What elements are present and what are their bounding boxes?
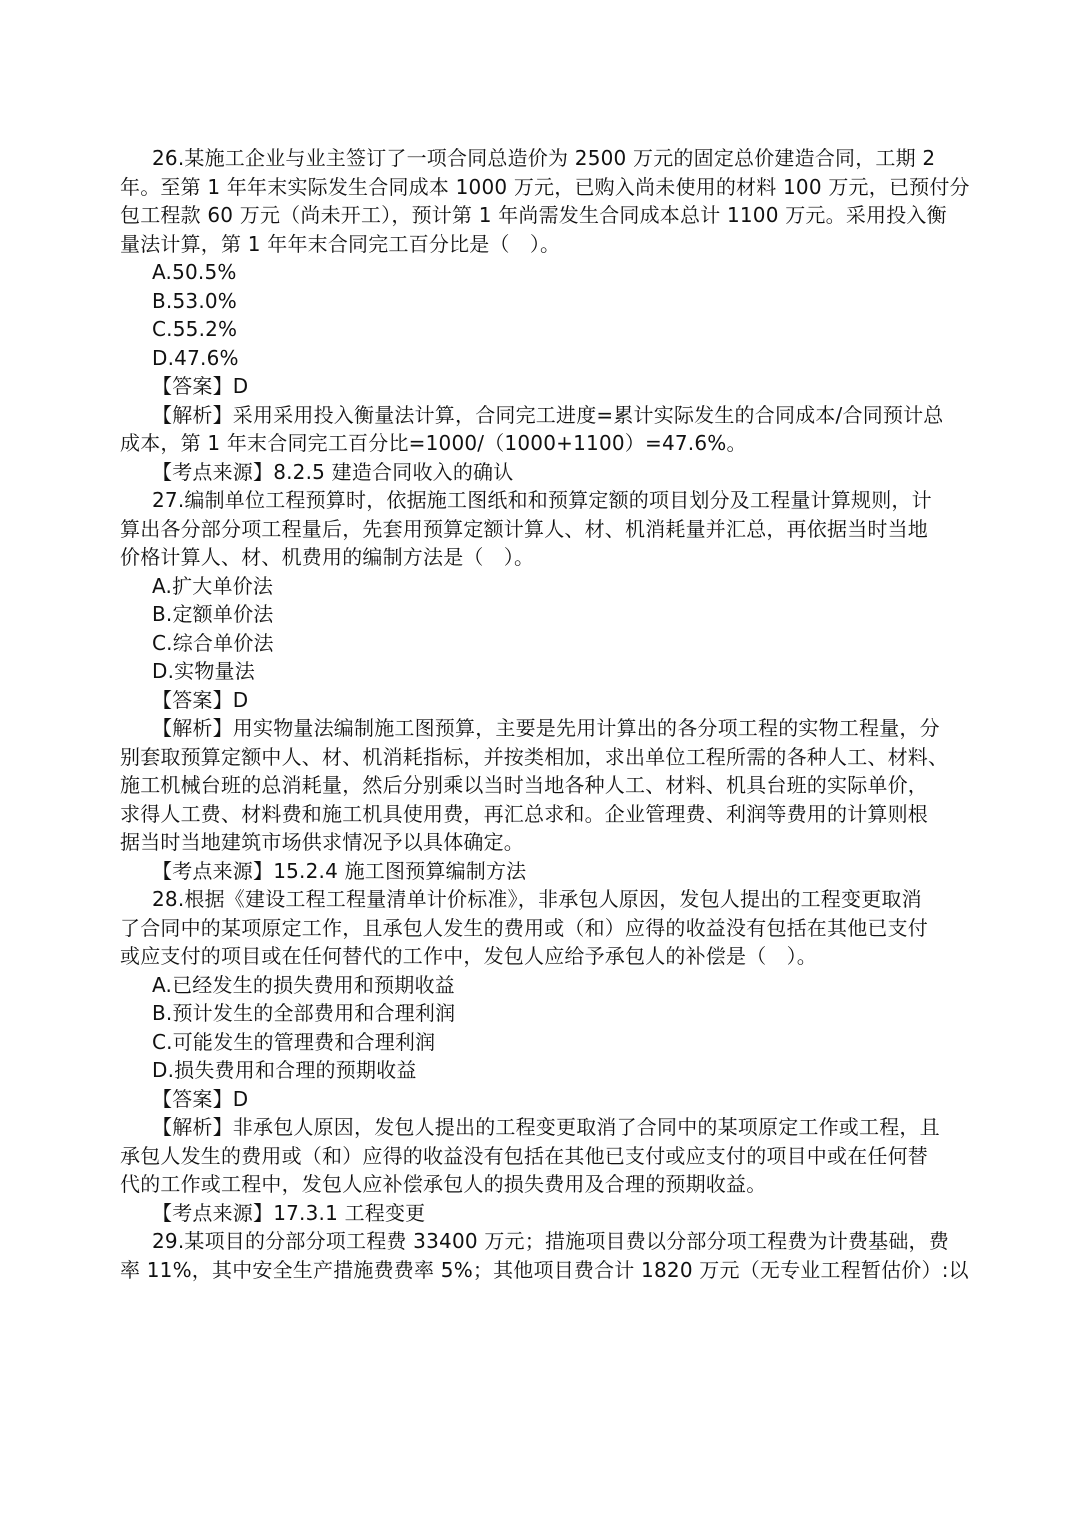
analysis-line: 据当时当地建筑市场供求情况予以具体确定。 <box>120 830 524 854</box>
document-content <box>120 144 996 1284</box>
question-stem-line: 29.某项目的分部分项工程费 33400 万元；措施项目费以分部分项工程费为计费基础，费 <box>152 1229 949 1253</box>
question-stem-line: 量法计算，第 1 年年末合同完工百分比是（ ）。 <box>120 231 561 256</box>
source-line: 【考点来源】8.2.5 建造合同收入的确认 <box>152 459 514 484</box>
question-stem-line: 27.编制单位工程预算时，依据施工图纸和和预算定额的项目划分及工程量计算规则，计 <box>152 488 932 512</box>
question-stem-line: 包工程款 60 万元（尚未开工），预计第 1 年尚需发生合同成本总计 1100 万元。采用投入衡 <box>120 203 947 227</box>
option-b: B.预计发生的全部费用和合理利润 <box>152 1001 456 1025</box>
option-c: C.综合单价法 <box>152 630 274 655</box>
question-stem-line: 或应支付的项目或在任何替代的工作中，发包人应给予承包人的补偿是（ ）。 <box>120 944 817 968</box>
analysis-line: 代的工作或工程中，发包人应补偿承包人的损失费用及合理的预期收益。 <box>120 1172 767 1196</box>
option-d: D.47.6% <box>152 345 239 370</box>
answer-line: 【答案】D <box>152 1086 249 1111</box>
question-stem-line: 算出各分部分项工程量后，先套用预算定额计算人、材、机消耗量并汇总，再依据当时当地 <box>120 516 928 541</box>
question-26 <box>120 144 996 486</box>
question-29 <box>120 1227 996 1284</box>
option-d: D.损失费用和合理的预期收益 <box>152 1058 417 1082</box>
answer-line: 【答案】D <box>152 687 249 712</box>
option-d: D.实物量法 <box>152 659 255 683</box>
question-stem-line: 26.某施工企业与业主签订了一项合同总造价为 2500 万元的固定总价建造合同，工期 2 <box>152 146 936 170</box>
question-stem-line: 年。至第 1 年年末实际发生合同成本 1000 万元，已购入尚未使用的材料 100 万元，已预付分 <box>120 174 970 199</box>
question-stem-line: 价格计算人、材、机费用的编制方法是（ ）。 <box>120 545 535 569</box>
question-28 <box>120 885 996 1227</box>
question-27 <box>120 486 996 885</box>
option-b: B.定额单价法 <box>152 602 274 626</box>
option-a: A.50.5% <box>152 260 237 284</box>
analysis-line: 【解析】采用采用投入衡量法计算，合同完工进度=累计实际发生的合同成本/合同预计总 <box>152 402 944 427</box>
question-stem-line: 率 11%，其中安全生产措施费费率 5%；其他项目费合计 1820 万元（无专业工程暂估价）:以 <box>120 1257 969 1282</box>
analysis-line: 【解析】用实物量法编制施工图预算，主要是先用计算出的各分项工程的实物工程量，分 <box>152 716 940 740</box>
question-stem-line: 了合同中的某项原定工作，且承包人发生的费用或（和）应得的收益没有包括在其他已支付 <box>120 915 928 940</box>
question-stem-line: 28.根据《建设工程工程量清单计价标准》，非承包人原因，发包人提出的工程变更取消 <box>152 887 922 911</box>
option-b: B.53.0% <box>152 288 238 313</box>
option-a: A.已经发生的损失费用和预期收益 <box>152 972 455 997</box>
answer-line: 【答案】D <box>152 374 249 398</box>
option-a: A.扩大单价法 <box>152 573 274 598</box>
source-line: 【考点来源】17.3.1 工程变更 <box>152 1200 426 1225</box>
analysis-line: 成本，第 1 年末合同完工百分比=1000/（1000+1100）=47.6%。 <box>120 431 747 455</box>
analysis-line: 别套取预算定额中人、材、机消耗指标，并按类相加，求出单位工程所需的各种人工、材料、 <box>120 744 949 769</box>
source-line: 【考点来源】15.2.4 施工图预算编制方法 <box>152 858 527 883</box>
option-c: C.可能发生的管理费和合理利润 <box>152 1029 436 1054</box>
analysis-line: 求得人工费、材料费和施工机具使用费，再汇总求和。企业管理费、利润等费用的计算则根 <box>120 801 928 826</box>
analysis-line: 【解析】非承包人原因，发包人提出的工程变更取消了合同中的某项原定工作或工程，且 <box>152 1115 940 1139</box>
analysis-line: 承包人发生的费用或（和）应得的收益没有包括在其他已支付或应支付的项目中或在任何替 <box>120 1143 928 1168</box>
option-c: C.55.2% <box>152 317 238 341</box>
analysis-line: 施工机械台班的总消耗量，然后分别乘以当时当地各种人工、材料、机具台班的实际单价， <box>120 773 928 797</box>
